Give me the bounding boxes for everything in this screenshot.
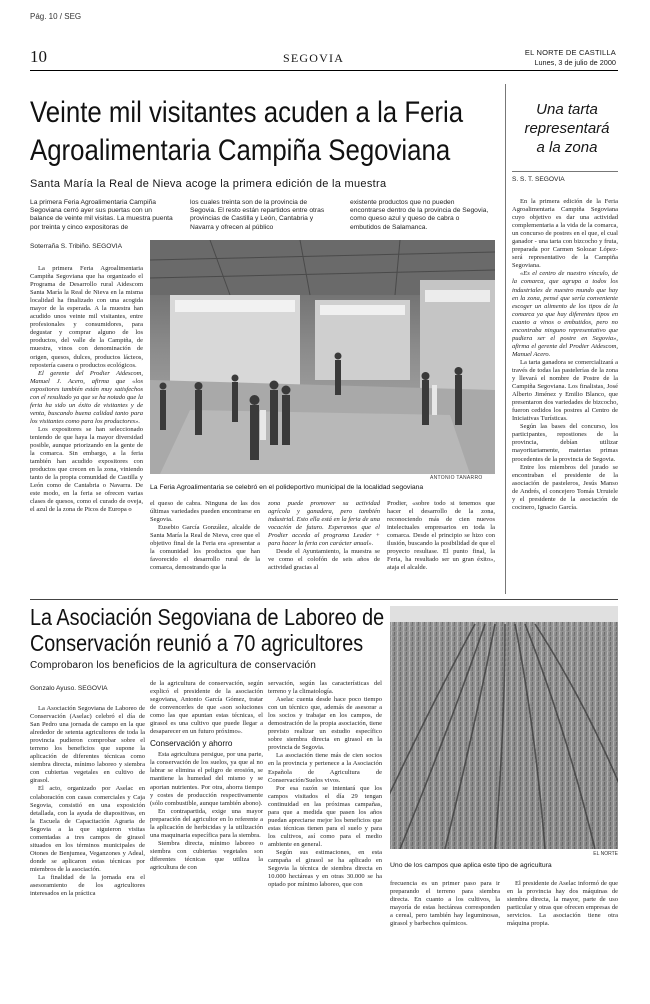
article2-col4-p1: frecuencia es un primer paso para ir preparando el terreno para siembra directa. En cuanto a los cultivos, la mayoría de estas hectáreas corresponden a cereal, pero también hay leguminosas, girasol y barbechos químicos.: [390, 880, 500, 928]
article1-subheadline: Santa María la Real de Nieva acoge la primera edición de la muestra: [30, 178, 387, 190]
article1-col1: [30, 265, 143, 597]
sidebar-text: [512, 198, 618, 594]
issue-date: Lunes, 3 de julio de 2000: [534, 58, 616, 67]
article2-col2-subhead: Conservación y ahorro: [150, 739, 233, 749]
sidebar-p3: La tarta ganadora se comercializará a través de todas las pastelerías de la zona y llevará el nombre de Postre de la Campiña Segoviana. Los finalistas, José Alberto Jiménez y Emilio Blanco, que presentaron dos variedades de bizcocho, fueron cedidos los postres al Centro de Iniciativas Turísticas.: [512, 358, 618, 423]
article1-col2-p2: Eusebio García González, alcalde de Santa María la Real de Nieva, cree que el objetivo final de la Feria era «presentar a la comunidad los productos que han favorecido el desarrollo rural de la comarca, demostrando que la: [150, 524, 260, 572]
article2-col2: [150, 680, 263, 990]
article1-col2-p1: el queso de cabra. Ninguna de las dos últimas variedades pueden encontrarse en Segovia.: [150, 500, 260, 524]
article2-col2-p1: de la agricultura de conservación, según explicó el presidente de la asociación segoviana, Antonio García Gómez, tratar de convencerles de que «son soluciones como las que apuntan estas técnicas, el girasol es una cultivo que puede llegar a desaparecer en un futuro próximo».: [150, 680, 263, 736]
masthead-rule: [30, 70, 618, 71]
sidebar-p2: «Es el centro de nuestro vínculo, de la comarca, que agrupa a todos los industriales de nuestro mundo que hay en la zona, pensé que sería conveniente escoger un alimento de los tipos de la comarca ya que hay diferentes tipos en cuanto a vinos o embutidos, pero no encontraba ninguno representativo que pudiera ser el postre en Segovia», afirma el gerente del Prodier Aidescom, Manuel Acero.: [512, 270, 618, 358]
article2-headline-line2: Conservación reunió a 70 agricultores: [30, 630, 364, 656]
article1-col3-p2: Desde el Ayuntamiento, la muestra se ve como el colofón de seis años de actividad gracias al: [268, 548, 380, 572]
article2-col3-p2: Aselac cuenta desde hace poco tiempo con un técnico que, además de asesorar a los socios y trabajar en los campos, de demostración de la propia asociación, tiene previsto realizar un estudio específico sobre siembra directa en girasol en la provincia de Segovia.: [268, 696, 382, 752]
article1-col1-p3: Los expositores se han seleccionado teniendo de que haya la mayor diversidad posible, aunque priorizando en la gente de la comarca. Sin embargo, a la feria también han acudido expositores con productos que crecen en la zona, viniendo tanto de la propia comunidad de Castilla y León como de Cantabria o Navarra. De este modo, en la feria se ofrecen varias clases de quesos, como el curado de oveja, el azul de la zona de Picos de Europa o: [30, 425, 143, 514]
article1-col3: [268, 500, 380, 597]
article2-col2-p2: Esta agricultura persigue, por una parte, la conservación de los suelos, ya que al no labrar se elimina el peligro de erosión, se mantiene la humedad del mismo y se aportan nutrientes. Por otra, ahorra tiempo y costes de producción respectivamente (sólo combustible, aunque también abono).: [150, 751, 263, 807]
article1-col1-p1: La primera Feria Agroalimentaria Campiña Segoviana que ha organizado el Programa de Desarrollo rural Aidescom Santa María la Real de Nieva en la misma localidad ha finalizado con una acogida mayor de la esperada. A la muestra han acudido unos veinte mil visitantes, entre profesionales y consumidores, para degustar y comprar alguno de los productos, del valle de la Campiña, de muestra, vinos con denominación de origen, quesos, dulces, productos lácteos, repostería casera o productos ecológicos.: [30, 265, 143, 369]
article1-col4-p1: Prodier, «sobre todo si tenemos que hacer el desarrollo de la zona, reconociendo más de cien nuevos intelectuales empresarios en toda la comarca. Desde el principio se hizo con ilusión, buscando la posibilidad de que el proyecto resultase. El punto final, la Feria, ha resultado ser un gran éxito», ataja el alcalde.: [387, 500, 495, 572]
article1-lead-col2: los cuales treinta son de la provincia de Segovia. El resto están repartidos entre otras provincias de Castilla y León, Cantabria y Navarra y ofrecen al público: [190, 199, 325, 231]
article2-col1-p1: La Asociación Segoviana de Laboreo de Conservación (Aselac) celebró el día de San Pedro una jornada de campo en la que alrededor de setenta agricultores de toda la provincia pudieron comprobar sobre el terreno los beneficios que supone la aplicación de diferentes técnicas como siembra directa, mínimo laboreo y siembra con cubiertas vegetales en cultivo de girasol.: [30, 705, 145, 785]
newspaper-name: EL NORTE DE CASTILLA: [524, 48, 616, 57]
page-label: Pág. 10 / SEG: [30, 12, 82, 21]
photo-exhibition-hall-icon: [150, 240, 495, 474]
article2-col2-p3: En contrapartida, exige una mayor preparación del agricultor en lo referente a la aplicación de herbicidas y la utilización una maquinaria específica para la siembra.: [150, 807, 263, 839]
article2-subheadline: Comprobaron los beneficios de la agricultura de conservación: [30, 660, 317, 671]
article1-col4: [387, 500, 495, 597]
article2-col1-p2: El acto, organizado por Aselac en colaboración con casas comerciales y Caja Segovia, consistió en una exposición detallada, con la ayuda de diapositivas, en la Escuela de Capacitación Agraria de Segovia a la que siguieron visitas comentadas a tres campos de girasol situados en los términos municipales de Otones de Benjumea, Veganzones y Adeal, donde se aplicaron estas técnicas por miembros de la asociación.: [30, 785, 145, 873]
article2-col3-p1: servación, según las características del terreno y la climatología.: [268, 680, 382, 696]
field-photo-credit: EL NORTE: [593, 851, 618, 857]
article2-col3-p5: Según sus estimaciones, en esta campaña el girasol se ha aplicado en Segovia la técnica de siembra directa en 10.000 hectáreas y en otras 30.000 se ha optado por mínimo laboreo, que con: [268, 848, 382, 889]
article1-col3-p1: zona puede promover su actividad agrícola y ganadera, pero también industrial. Esto ella está en la feria de una vocación de futuro. Esperamos que el Prodier acceda al programa Leader + para hacer la feria con carácter anual».: [268, 500, 380, 548]
article2-col3-p4: Por esa razón se intentará que los campos visitados el día 29 tengan continuidad en las próximas campañas, para que a medida que pasen los años puedan apreciarse mejor los beneficios que estas técnicas tienen para el suelo y para los cultivos, así como para el medio ambiente en general.: [268, 784, 382, 848]
exhibition-photo: [150, 240, 495, 474]
field-photo-caption: Uno de los campos que aplica este tipo de agricultura: [390, 862, 552, 869]
exhibition-photo-credit: ANTONIO TANARRO: [430, 475, 483, 481]
article1-byline: Soterraña S. Tribiño. SEGOVIA: [30, 243, 122, 250]
sidebar-p4: Según las bases del concurso, los participantes, repostiones de la provincia, debían utilizar mayoritariamente, materias primas procedentes de la provincia de Segovia.: [512, 423, 618, 463]
article2-col1-p3: La finalidad de la jornada era el asesoramiento de los agricultores interesados en la práctica: [30, 873, 145, 898]
section-divider: [30, 599, 618, 600]
sidebar-p1: En la primera edición de la Feria Agroalimentaria Campiña Segoviana cuyo objetivo es dar una actividad complementaria a la vida de la comarca, un concurso de postres en el que, el cual ganador - una tarta con bizcocho y fruta, preparada por Carmen Solozar López- será representativo de la Campiña Segoviana.: [512, 198, 618, 270]
article1-col1-p2: El gerente del Prodier Aidescom, Manuel J. Acero, afirma que «los expositores también están muy satisfechos con el resultado ya que se ha notado que la feria ha sido un éxito de visitantes y de venta, buscando buena calidad tanto para los visitantes como para los productores».: [30, 369, 143, 425]
article1-headline-line2: Agroalimentaria Campiña Segoviana: [30, 134, 451, 167]
article2-col2-p4: Siembra directa, mínimo laboreo o siembra con cubiertas vegetales son diferentes técnicas que utiliza la agricultura de con: [150, 839, 263, 871]
article1-col2: [150, 500, 260, 597]
sidebar-rule: [512, 171, 618, 172]
sidebar-headline-line3: a la zona: [536, 139, 598, 156]
article2-col3: [268, 680, 382, 990]
sidebar-divider: [505, 84, 506, 594]
article2-col5: [507, 880, 618, 990]
sidebar-byline: S. S. T. SEGOVIA: [512, 176, 565, 183]
page-number: 10: [30, 47, 47, 66]
photo-field-icon: [390, 606, 618, 849]
article2-headline-line1: La Asociación Segoviana de Laboreo de: [30, 604, 385, 630]
article2-byline: Gonzalo Ayuso. SEGOVIA: [30, 685, 108, 692]
article1-lead-col1: La primera Feria Agroalimentaria Campiña Segoviana cerró ayer sus puertas con un balance de veinte mil visitas. La muestra puenta por treinta y cinco expositoras de: [30, 199, 173, 231]
article2-col3-p3: La asociación tiene más de cien socios en la provincia y pertenece a la Asociación Española de Agricultura de Conservación/Suelos vivos.: [268, 752, 382, 784]
field-photo: [390, 606, 618, 849]
article1-headline-line1: Veinte mil visitantes acuden a la Feria: [30, 96, 464, 129]
sidebar-p5: Entre los miembros del jurado se encontraban el presidente de la asociación de pasteleros, Jesús Manso de Andrés, el concejero Tomás Urruiele y el presidente de la asociación de cocinero, Ignacio García.: [512, 463, 618, 511]
sidebar-headline-line1: Una tarta: [536, 101, 598, 118]
article1-lead-col3: existente productos que no pueden encontrarse dentro de la provincia de Segovia, como queso azul y queso de cabra o embutidos de Salamanca.: [350, 199, 489, 231]
article2-col5-p1: El presidente de Aselac informó de que en la provincia hay dos máquinas de siembra directa, la mayor, parte de uso particular y otras que ofrecen empresas de servicios. La asociación tiene otra máquina propia.: [507, 880, 618, 928]
section-name: SEGOVIA: [283, 51, 345, 65]
article2-col1: [30, 705, 145, 990]
article2-col4: [390, 880, 500, 990]
sidebar-headline-line2: representará: [524, 120, 610, 137]
exhibition-photo-caption: La Feria Agroalimentaria se celebró en el polideportivo municipal de la localidad segoviana: [150, 484, 424, 491]
